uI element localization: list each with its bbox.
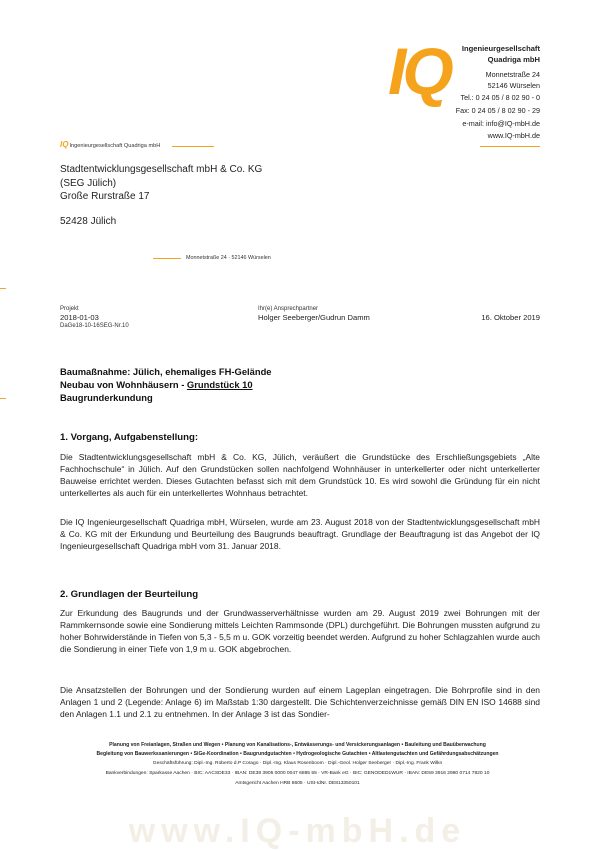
company-city: 52146 Würselen: [487, 80, 540, 90]
recipient-line2: (SEG Jülich): [60, 177, 117, 189]
recipient-line4: 52428 Jülich: [60, 215, 117, 227]
contact-value: Holger Seeberger/Gudrun Damm: [258, 313, 370, 322]
footer-register: Amtsgericht Aachen HRB 8605 · USt-IdNr. DE813350101: [235, 781, 360, 786]
footer-watermark: www.IQ-mbH.de: [128, 812, 467, 850]
orange-rule-right: [480, 146, 540, 147]
project-label: Projekt: [60, 306, 79, 312]
company-address-block: [456, 44, 540, 142]
contact-block: [258, 305, 370, 322]
subject-line2-prefix: Neubau von Wohnhäusern -: [60, 379, 187, 390]
subject-line1: Baumaßnahme: Jülich, ehemaliges FH-Gelände: [60, 366, 272, 377]
company-fax: Fax: 0 24 05 / 8 02 90 - 29: [455, 105, 540, 115]
company-name-2: Quadriga mbH: [487, 54, 540, 64]
orange-rule-left: [172, 146, 214, 147]
company-name: Ingenieurgesellschaft: [461, 44, 540, 53]
section2-paragraph2: Die Ansatzstellen der Bohrungen und der Sondierung wurden auf einem Lageplan eingetragen. Die Bohrprofile sind in den Anlagen 1 und 2 (Legende: Anlage 6) im Maßstab 1:30 dargestellt. Die Schichtenverzeichnisse gemäß DIN EN ISO 14688 sind den Anlagen 1.1 und 2.1 zu entnehmen. In der Anlage 3 ist das Sondier-: [60, 685, 540, 719]
company-web[interactable]: www.IQ-mbH.de: [487, 131, 540, 141]
company-street: Monnetstraße 24: [485, 70, 540, 80]
sender-text: Ingenieurgesellschaft Quadriga mbH: [69, 143, 161, 149]
recipient-line1: Stadtentwicklungsgesellschaft mbH & Co. KG: [60, 164, 263, 175]
section1-paragraph1: Die Stadtentwicklungsgesellschaft mbH & Co. KG, Jülich, veräußert die Grundstücke des Erschließungsgebiets „Alte Fachhochschule“ in Jülich. Auf den Grundstücken sollen nachfolgend Wohnhäuser in unterkellerter oder nicht unterkellerter Bauweise errichtet werden. Dieses Gutachten befasst sich mit dem Grundstück 10. Es wird sowohl die Gründung für ein nicht unterkellertes als auch für ein unterkellertes Wohnhaus betrachtet.: [60, 452, 540, 498]
contact-label: Ihr(e) Ansprechpartner: [258, 306, 319, 312]
subject-line2: [60, 378, 272, 391]
footer: [40, 741, 555, 789]
recipient-line3: Große Rurstraße 17: [60, 191, 150, 202]
footer-bank: Bankverbindungen: Sparkasse Aachen · BIC: AACSDE33 · IBAN: DE38 3905 0000 0047 6885 55 · VR-Bank eG · BIC: GENODED1WUR · IBAN: DE59 3916 2980 0714 7820 10: [105, 771, 490, 776]
company-email[interactable]: e-mail: info@IQ-mbH.de: [462, 118, 540, 128]
recipient-address: [60, 163, 262, 228]
sender-line: [60, 140, 160, 149]
section1-paragraph2: Die IQ Ingenieurgesellschaft Quadriga mbH, Würselen, wurde am 23. August 2018 von der Stadtentwicklungsgesellschaft mbH & Co. KG mit der Erkundung und Beurteilung des Baugrunds beauftragt. Grundlage der Beauftragung ist das Angebot der IQ Ingenieurgesellschaft Quadriga mbH vom 31. Januar 2018.: [60, 517, 540, 551]
footer-management: Geschäftsführung: Dipl.-Ing. Roberto d.P Corago · Dipl.-Ing. Klaus Rosenboom · Dipl.-Geol. Holger Seeberger · Dipl.-Ing. Frank Wilkn: [152, 761, 443, 766]
footer-services-line1: Planung von Freianlagen, Straßen und Wegen • Planung von Kanalisations-, Entwässerungs- und Versickerungsanlagen • Bauleitung und Bauüberwachung: [109, 742, 486, 748]
section2-paragraph1: Zur Erkundung des Baugrunds und der Grundwasserverhältnisse wurden am 29. August 2019 zwei Bohrungen mit der Rammkernsonde sowie eine Sondierung mittels Leichten Rammsonde (DPL) durchgeführt. Die Bohrungen mussten aufgrund zu hoher Bohrwiderstände in Tiefen von 5,3 - 5,5 m u. GOK vorzeitig beendet werden. Aufgrund zu hoher Schlagzahlen wurde auch die Sondierung in einer Tiefe von 1,9 m u. GOK abgebrochen.: [60, 608, 540, 654]
edge-mark: [0, 398, 6, 399]
edge-mark: [0, 288, 6, 289]
project-ref: DaGe18-10-16SEG-Nr.10: [60, 323, 129, 329]
subject-line2-underlined: Grundstück 10: [186, 379, 253, 390]
subject-line3: Baugrunderkundung: [60, 392, 153, 403]
section1-title: 1. Vorgang, Aufgabenstellung:: [60, 432, 199, 443]
company-tel: Tel.: 0 24 05 / 8 02 90 - 0: [460, 93, 540, 103]
section2-title: 2. Grundlagen der Beurteilung: [60, 589, 199, 600]
subject-block: [60, 365, 272, 404]
footer-services-line2: Begleitung von Bauwerkssanierungen • SiGe-Koordination • Baugrundgutachten • Hydrogeologische Gutachten • Altlastengutachten und Gefährdungsabschätzungen: [96, 751, 499, 757]
project-value: 2018-01-03: [60, 313, 99, 322]
return-address-rule: [153, 258, 181, 259]
letter-date: 16. Oktober 2019: [481, 313, 540, 322]
project-block: [60, 305, 129, 331]
mini-logo: IQ: [60, 140, 69, 149]
return-address: Monnetstraße 24 · 52146 Würselen: [186, 255, 271, 261]
company-logo: IQ: [388, 34, 450, 108]
